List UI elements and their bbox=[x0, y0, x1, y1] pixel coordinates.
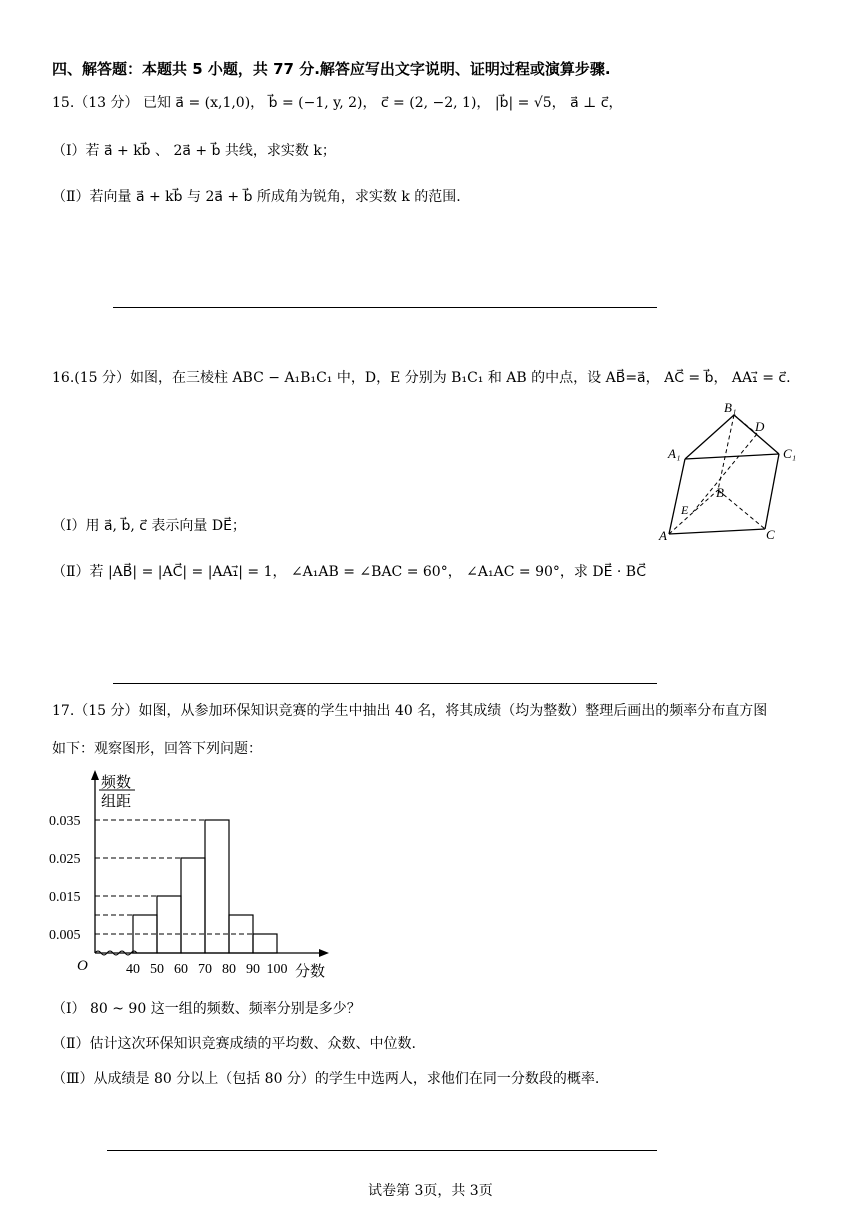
x-tick-label-3: 70 bbox=[198, 962, 212, 977]
answer-divider-3 bbox=[107, 1150, 657, 1151]
x-tick-label-6: 100 bbox=[266, 962, 288, 977]
q17-part2: （Ⅱ）估计这次环保知识竞赛成绩的平均数、众数、中位数. bbox=[52, 1036, 416, 1052]
answer-divider-1 bbox=[113, 307, 657, 308]
x-tick-label-5: 90 bbox=[246, 962, 260, 977]
histogram-bar-5 bbox=[253, 934, 277, 953]
origin-label: O bbox=[77, 958, 88, 974]
label-B1: B₁ bbox=[724, 400, 737, 415]
y-tick-label-1: 0.025 bbox=[49, 852, 81, 867]
histogram-bar-1 bbox=[157, 896, 181, 953]
q17-part1: （Ⅰ） 80 ~ 90 这一组的频数、频率分别是多少？ bbox=[52, 1001, 361, 1017]
x-axis-arrow-icon bbox=[319, 949, 329, 957]
answer-divider-2 bbox=[113, 683, 657, 684]
label-B: B bbox=[716, 485, 724, 500]
q15-part1: （Ⅰ）若 a⃗ + kb⃗ 、 2a⃗ + b⃗ 共线，求实数 k； bbox=[52, 143, 336, 159]
y-tick-label-0: 0.035 bbox=[49, 814, 81, 829]
q17-stem-line2: 如下：观察图形，回答下列问题： bbox=[52, 741, 262, 757]
x-tick-label-0: 40 bbox=[126, 962, 140, 977]
q15-part2: （Ⅱ）若向量 a⃗ + kb⃗ 与 2a⃗ + b⃗ 所成角为锐角，求实数 k 的范围. bbox=[52, 189, 461, 205]
ylabel-top: 频数 bbox=[101, 775, 132, 791]
x-tick-label-4: 80 bbox=[222, 962, 236, 977]
x-tick-label-2: 60 bbox=[174, 962, 188, 977]
label-C: C bbox=[766, 527, 775, 542]
page-footer: 试卷第 3页，共 3页 bbox=[368, 1183, 493, 1199]
histogram-bar-2 bbox=[181, 858, 205, 953]
histogram-bar-3 bbox=[205, 820, 229, 953]
y-tick-label-2: 0.015 bbox=[49, 890, 81, 905]
prism-figure bbox=[660, 398, 810, 548]
q17-part3: （Ⅲ）从成绩是 80 分以上（包括 80 分）的学生中选两人，求他们在同一分数段的概率. bbox=[52, 1071, 600, 1087]
label-D: D bbox=[755, 419, 765, 434]
label-A: A bbox=[659, 528, 667, 543]
label-A1: A₁ bbox=[668, 446, 681, 461]
xlabel: 分数 bbox=[295, 964, 326, 980]
section-title: 四、解答题：本题共 5 小题，共 77 分.解答应写出文字说明、证明过程或演算步骤. bbox=[52, 60, 611, 78]
q16-part2: （Ⅱ）若 |AB⃗| = |AC⃗| = |AA₁⃗| = 1， ∠A₁AB = ∠BAC = 60°， ∠A₁AC = 90°，求 DE⃗ · BC⃗ bbox=[52, 564, 647, 580]
label-C1: C₁ bbox=[783, 446, 797, 461]
q16-part1: （Ⅰ）用 a⃗, b⃗, c⃗ 表示向量 DE⃗； bbox=[52, 518, 246, 534]
y-axis-arrow-icon bbox=[91, 770, 99, 780]
ylabel-bottom: 组距 bbox=[101, 794, 132, 810]
label-E: E bbox=[681, 503, 689, 517]
x-tick-label-1: 50 bbox=[150, 962, 164, 977]
q17-stem-line1: 17.（15 分）如图，从参加环保知识竞赛的学生中抽出 40 名，将其成绩（均为整数）整理后画出的频率分布直方图 bbox=[52, 703, 768, 719]
q16-stem: 16.(15 分）如图，在三棱柱 ABC − A₁B₁C₁ 中，D，E 分别为 B₁C₁ 和 AB 的中点，设 AB⃗=a⃗， AC⃗ = b⃗， AA₁⃗ = c⃗. bbox=[52, 370, 791, 386]
q15-stem: 15.（13 分） 已知 a⃗ = (x,1,0)， b⃗ = (−1, y, 2)， c⃗ = (2, −2, 1)， |b⃗| = √5， a⃗ ⊥ c⃗， bbox=[52, 95, 623, 111]
y-tick-label-3: 0.005 bbox=[49, 928, 81, 943]
histogram-chart bbox=[45, 768, 355, 983]
